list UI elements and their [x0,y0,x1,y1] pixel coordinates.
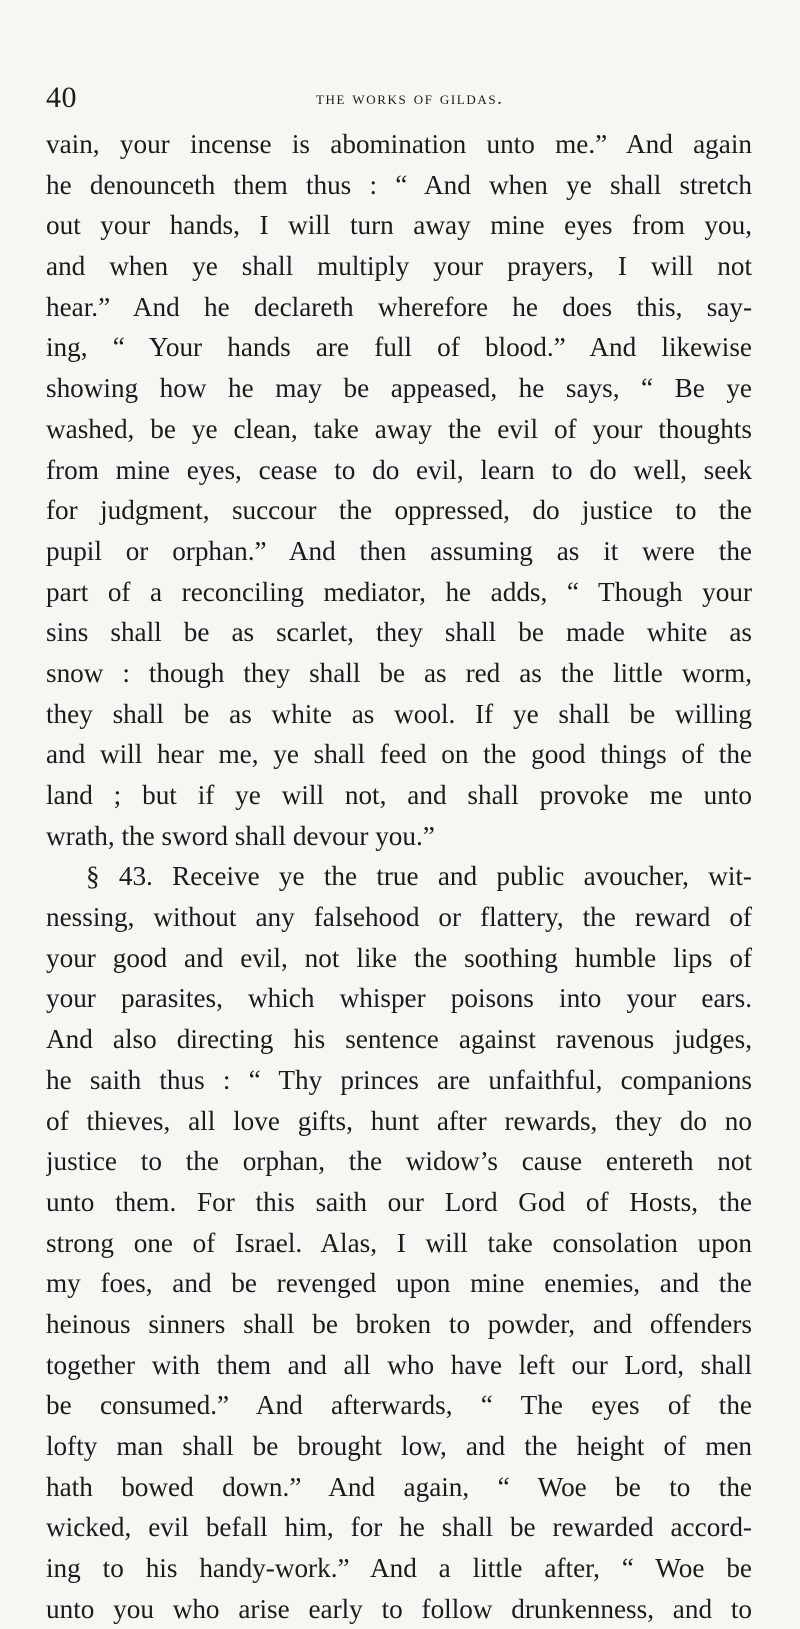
text-line: pupil or orphan.” And then assuming as it were the [46,535,752,566]
text-line: and will hear me, ye shall feed on the good things of the [46,739,752,770]
text-line: snow : though they shall be as red as the little worm, [46,657,752,688]
text-line: your good and evil, not like the soothing humble lips of [46,942,752,973]
text-line: unto you who arise early to follow drunkenness, and to [46,1593,752,1624]
text-line: lofty man shall be brought low, and the height of men [46,1431,752,1461]
text-line: sins shall be as scarlet, they shall be made white as [46,617,752,648]
text-line: hear.” And he declareth wherefore he does this, say- [46,291,752,322]
text-line: for judgment, succour the oppressed, do justice to the [46,495,752,526]
running-head [46,78,746,118]
text-line: ing, “ Your hands are full of blood.” And likewise [46,332,752,363]
text-line: ing to his handy-work.” And a little after, “ Woe be [46,1553,752,1584]
paragraph-end-line: wrath, the sword shall devour you.” [46,820,435,851]
text-line: heinous sinners shall be broken to powder, and offenders [46,1308,752,1339]
text-line: my foes, and be revenged upon mine enemies, and the [46,1268,752,1299]
text-line: strong one of Israel. Alas, I will take consolation upon [46,1227,752,1258]
text-line: hath bowed down.” And again, “ Woe be to the [46,1471,752,1502]
text-line: part of a reconciling mediator, he adds, “ Though your [46,576,752,607]
text-line: showing how he may be appeased, he says, “ Be ye [46,373,752,404]
text-line: from mine eyes, cease to do evil, learn to do well, seek [46,454,752,485]
text-line: justice to the orphan, the widow’s cause entereth not [46,1146,752,1177]
page-number: 40 [46,81,77,114]
text-line: washed, be ye clean, take away the evil of your thoughts [46,413,752,444]
text-line: nessing, without any falsehood or flattery, the reward of [46,902,752,933]
text-line: vain, your incense is abomination unto me.” And again [46,129,752,159]
text-line: land ; but if ye will not, and shall provoke me unto [46,780,752,810]
text-line: of thieves, all love gifts, hunt after rewards, they do no [46,1105,752,1136]
text-line: And also directing his sentence against ravenous judges, [46,1024,752,1055]
section-start-line: § 43. Receive ye the true and public avoucher, wit- [86,861,752,892]
text-line: your parasites, which whisper poisons into your ears. [46,983,752,1014]
text-line: out your hands, I will turn away mine eyes from you, [46,210,752,241]
text-line: he saith thus : “ Thy princes are unfaithful, companions [46,1064,752,1095]
text-line: be consumed.” And afterwards, “ The eyes of the [46,1390,752,1421]
text-line: and when ye shall multiply your prayers, I will not [46,251,752,282]
text-line: unto them. For this saith our Lord God of Hosts, the [46,1186,752,1217]
body-text [46,124,752,1629]
text-line: together with them and all who have left our Lord, shall [46,1349,752,1380]
text-line: he denounceth them thus : “ And when ye shall stretch [46,169,752,200]
running-title: the works of gildas. [316,88,504,109]
text-line: wicked, evil befall him, for he shall be rewarded accord- [46,1512,752,1543]
text-line: they shall be as white as wool. If ye shall be willing [46,698,752,729]
